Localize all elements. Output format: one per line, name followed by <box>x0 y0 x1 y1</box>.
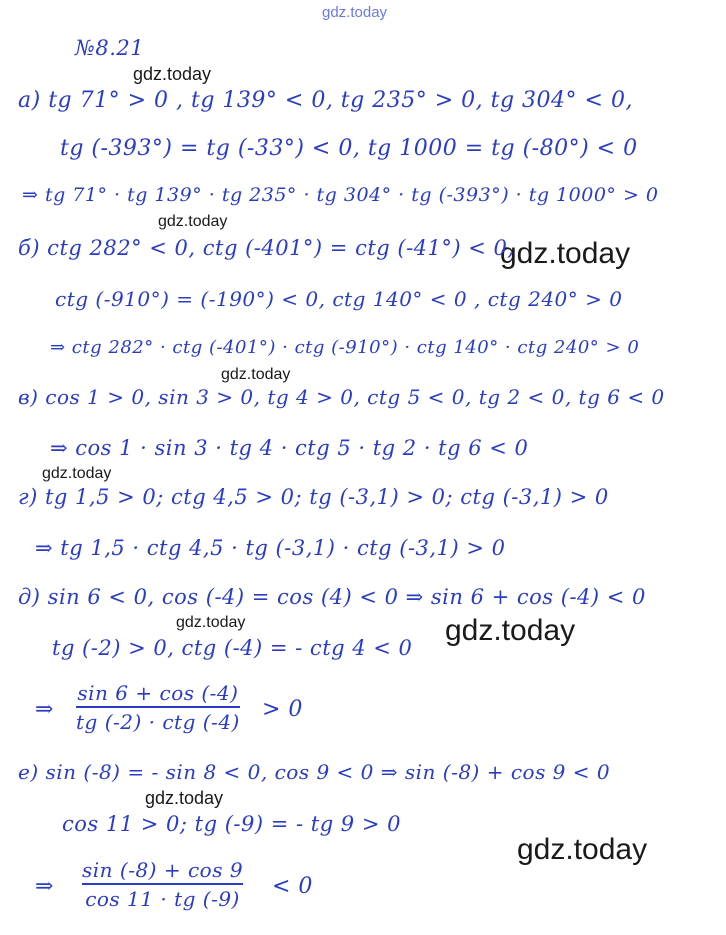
fraction-denominator: cos 11 · tg (-9) <box>85 887 240 911</box>
part-v-line-2: ⇒ cos 1 · sin 3 · tg 4 · ctg 5 · tg 2 · tg 6 < 0 <box>50 436 529 460</box>
watermark: gdz.today <box>145 788 224 808</box>
watermark: gdz.today <box>42 465 112 482</box>
part-g-line-2: ⇒ tg 1,5 · ctg 4,5 · tg (-3,1) · ctg (-3,1) > 0 <box>35 536 506 560</box>
watermark: gdz.today <box>221 366 291 383</box>
part-v-line-1: в) cos 1 > 0, sin 3 > 0, tg 4 > 0, ctg 5 < 0, tg 2 < 0, tg 6 < 0 <box>18 385 665 409</box>
watermark-large: gdz.today <box>445 614 576 647</box>
watermark: gdz.today <box>158 213 228 230</box>
watermark: gdz.today <box>133 64 212 84</box>
part-d-arrow: ⇒ <box>35 697 54 722</box>
part-d-fraction <box>76 681 240 734</box>
part-b-line-3: ⇒ ctg 282° · ctg (-401°) · ctg (-910°) · ctg 140° · ctg 240° > 0 <box>50 337 640 358</box>
part-a-line-1: a) tg 71° > 0 , tg 139° < 0, tg 235° > 0, tg 304° < 0, <box>18 88 633 113</box>
watermark-top: gdz.today <box>322 4 388 21</box>
part-b-line-2: ctg (-910°) = (-190°) < 0, ctg 140° < 0 , ctg 240° > 0 <box>55 287 623 311</box>
part-g-line-1: г) tg 1,5 > 0; ctg 4,5 > 0; tg (-3,1) > 0; ctg (-3,1) > 0 <box>18 485 609 509</box>
part-e-relation: < 0 <box>272 874 313 899</box>
part-d-line-2: tg (-2) > 0, ctg (-4) = - ctg 4 < 0 <box>52 636 413 660</box>
watermark-large: gdz.today <box>500 237 631 270</box>
part-a-line-2: tg (-393°) = tg (-33°) < 0, tg 1000 = tg (-80°) < 0 <box>60 136 638 161</box>
watermark-large: gdz.today <box>517 833 648 866</box>
fraction-numerator: sin 6 + cos (-4) <box>77 681 239 705</box>
part-d-line-1: д) sin 6 < 0, cos (-4) = cos (4) < 0 ⇒ sin 6 + cos (-4) < 0 <box>18 585 646 609</box>
fraction-bar <box>82 883 243 885</box>
fraction-numerator: sin (-8) + cos 9 <box>82 858 244 882</box>
fraction-bar <box>76 706 240 708</box>
fraction-denominator: tg (-2) · ctg (-4) <box>76 710 240 734</box>
part-b-line-1: б) ctg 282° < 0, ctg (-401°) = ctg (-41°) < 0, <box>18 236 515 260</box>
part-d-relation: > 0 <box>262 697 303 722</box>
part-e-line-2: cos 11 > 0; tg (-9) = - tg 9 > 0 <box>62 812 401 836</box>
part-e-arrow: ⇒ <box>35 874 54 899</box>
part-a-line-3: ⇒ tg 71° · tg 139° · tg 235° · tg 304° · tg (-393°) · tg 1000° > 0 <box>22 184 659 206</box>
part-e-line-1: е) sin (-8) = - sin 8 < 0, cos 9 < 0 ⇒ sin (-8) + cos 9 < 0 <box>18 760 611 784</box>
watermark: gdz.today <box>176 614 246 631</box>
part-e-fraction <box>82 858 243 911</box>
problem-number: №8.21 <box>75 36 145 60</box>
